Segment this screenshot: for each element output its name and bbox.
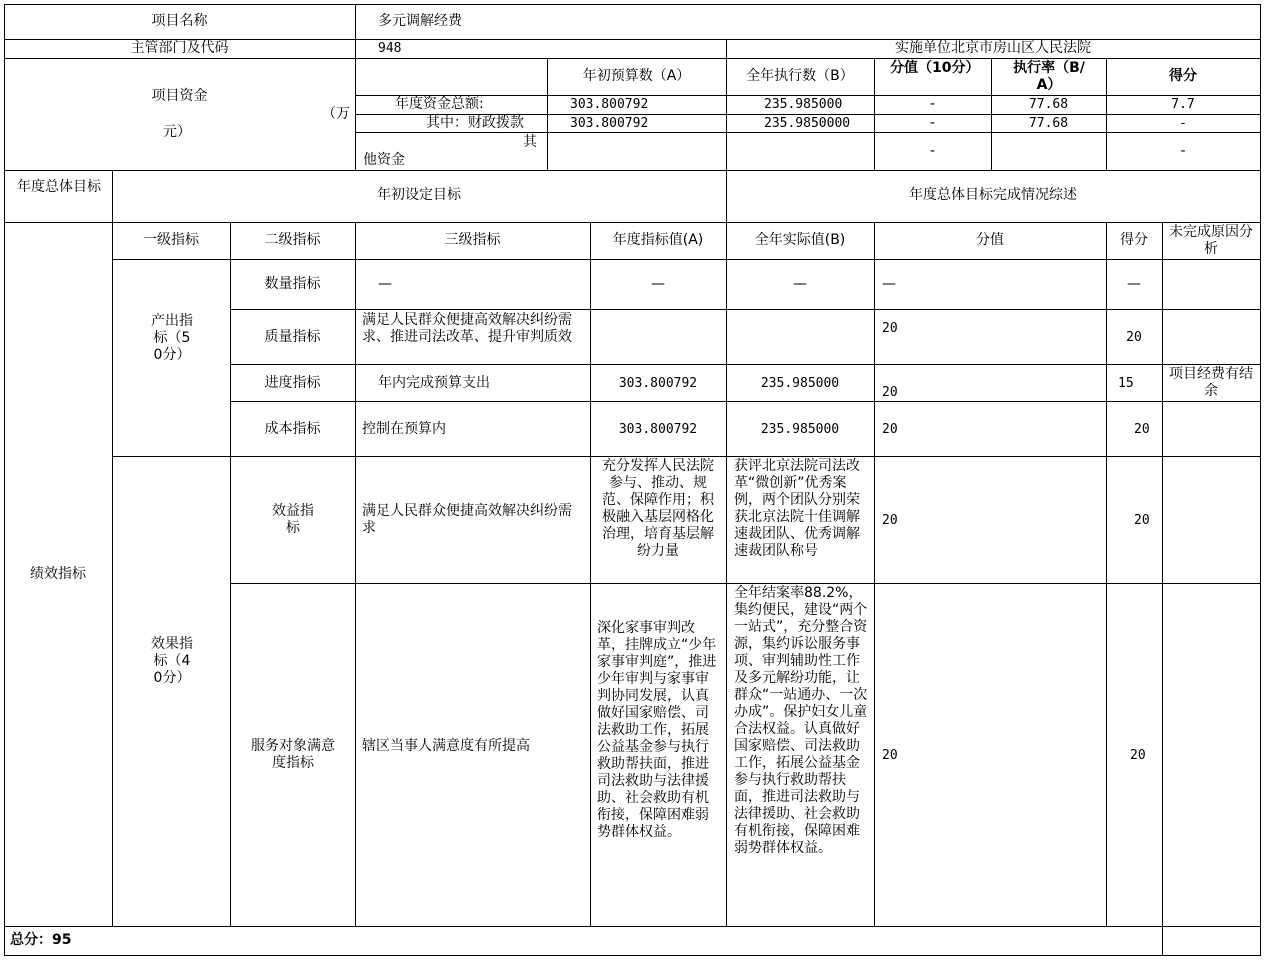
row-score: 20 bbox=[1134, 513, 1150, 528]
funds-unit-a: （万 bbox=[322, 106, 350, 122]
project-name-label: 项目名称 bbox=[151, 13, 208, 29]
fund-row-exec: 235.9850000 bbox=[764, 116, 851, 131]
row-score-value: 20 bbox=[882, 748, 898, 763]
fund-row-score-value: - bbox=[929, 115, 936, 131]
fund-row-score-value: - bbox=[929, 143, 936, 159]
row-target: 深化家事审判改革，挂牌成立“少年家事审判庭”，推进少年审判与家事审判协同发展，认真做好国家赔偿、司法救助工作，拓展公益基金参与执行救助帮扶面，推进司法救助与法律援助、社会救助有机衔接，保障困难弱势群体权益。 bbox=[597, 620, 717, 840]
goals-summary: 年度总体目标完成情况综述 bbox=[909, 187, 1077, 203]
row-target: 303.800792 bbox=[618, 376, 698, 391]
row-score: — bbox=[1127, 276, 1141, 292]
row-level3: 控制在预算内 bbox=[362, 421, 446, 437]
row-level2: 效益指标 bbox=[272, 503, 314, 536]
fund-row-label: 其中：财政拨款 bbox=[426, 115, 524, 131]
goals-label: 年度总体目标 bbox=[17, 179, 101, 195]
total-score: 总分：95 bbox=[10, 932, 72, 948]
row-score: 20 bbox=[1126, 330, 1142, 345]
row-level2: 质量指标 bbox=[264, 329, 321, 345]
fund-row-label: 年度资金总额: bbox=[395, 96, 484, 112]
hdr-score-value: 分值 bbox=[976, 232, 1004, 248]
row-level2: 进度指标 bbox=[264, 375, 321, 391]
row-score-value: 20 bbox=[882, 513, 898, 528]
row-level3: 辖区当事人满意度有所提高 bbox=[362, 738, 530, 754]
col-exec: 全年执行数（B） bbox=[746, 68, 854, 84]
fund-row-score: - bbox=[1180, 143, 1186, 159]
row-reason: 项目经费有结余 bbox=[1169, 366, 1253, 399]
row-actual: 全年结案率88.2%，集约便民，建设“两个一站式”，充分整合资源，集约诉讼服务事项、审判辅助性工作及多元解纷功能，让群众“一站通办、一次办成”。保护妇女儿童合法权益。认真做好国家赔偿、司法救助工作，拓展公益基金参与执行救助帮扶面，推进司法救助与法律援助、社会救助有机衔接，保障困难弱势群体权益。 bbox=[734, 585, 868, 856]
row-actual: 获评北京法院司法改革“微创新”优秀案例，两个团队分别荣获北京法院十佳调解速裁团队、优秀调解速裁团队称号 bbox=[734, 458, 860, 559]
output-group-label: 产出指标（50分） bbox=[151, 313, 193, 363]
row-score-value: 20 bbox=[882, 321, 898, 336]
row-actual: — bbox=[793, 276, 807, 292]
goals-initial: 年初设定目标 bbox=[377, 187, 461, 203]
row-level2: 成本指标 bbox=[264, 421, 321, 437]
fund-row-label-a: 其 bbox=[523, 134, 537, 150]
hdr-level2: 二级指标 bbox=[264, 232, 321, 248]
impl-unit: 实施单位北京市房山区人民法院 bbox=[895, 40, 1091, 56]
fund-row-budget: 303.800792 bbox=[570, 97, 649, 112]
row-level3: 满足人民群众便捷高效解决纠纷需求、推进司法改革、提升审判质效 bbox=[362, 312, 572, 345]
dept-label: 主管部门及代码 bbox=[130, 40, 229, 56]
fund-row-exec: 235.985000 bbox=[764, 97, 843, 112]
funds-unit-b: 元） bbox=[163, 124, 191, 140]
row-level2: 服务对象满意度指标 bbox=[251, 738, 335, 771]
row-score: 20 bbox=[1130, 748, 1146, 763]
row-score: 20 bbox=[1134, 422, 1150, 437]
hdr-level1: 一级指标 bbox=[143, 232, 199, 248]
row-target: 303.800792 bbox=[618, 422, 698, 437]
hdr-level3: 三级指标 bbox=[444, 232, 501, 248]
row-score: 15 bbox=[1118, 376, 1134, 391]
hdr-score: 得分 bbox=[1120, 232, 1148, 248]
row-actual: 235.985000 bbox=[760, 376, 840, 391]
fund-row-score: - bbox=[1179, 116, 1187, 131]
row-level2: 数量指标 bbox=[264, 276, 321, 292]
row-target: — bbox=[651, 276, 665, 292]
row-level3: 年内完成预算支出 bbox=[378, 375, 490, 391]
hdr-reason: 未完成原因分析 bbox=[1169, 224, 1253, 257]
project-name-value: 多元调解经费 bbox=[378, 13, 462, 29]
fund-row-budget: 303.800792 bbox=[570, 116, 649, 131]
fund-row-rate: 77.68 bbox=[1028, 116, 1069, 131]
effect-group-label: 效果指标（40分） bbox=[151, 636, 193, 686]
funds-label: 项目资金 bbox=[151, 88, 208, 104]
fund-row-score: 7.7 bbox=[1171, 97, 1195, 112]
col-score: 得分 bbox=[1169, 68, 1197, 84]
fund-row-label-b: 他资金 bbox=[363, 152, 405, 168]
fund-row-score-value: - bbox=[929, 96, 936, 112]
hdr-target: 年度指标值(A) bbox=[612, 232, 704, 248]
col-score-value: 分值（10分） bbox=[890, 60, 980, 76]
row-level3: — bbox=[378, 276, 392, 292]
row-actual: 235.985000 bbox=[760, 422, 840, 437]
dept-code: 948 bbox=[378, 41, 402, 56]
col-budget: 年初预算数（A） bbox=[582, 68, 691, 84]
indicators-section-label: 绩效指标 bbox=[30, 566, 86, 582]
row-score-value: — bbox=[882, 276, 896, 292]
hdr-actual: 全年实际值(B) bbox=[754, 232, 846, 248]
row-score-value: 20 bbox=[882, 422, 898, 437]
col-rate: 执行率（B/A） bbox=[1013, 60, 1085, 93]
row-level3: 满足人民群众便捷高效解决纠纷需求 bbox=[362, 503, 572, 536]
fund-row-rate: 77.68 bbox=[1028, 97, 1069, 112]
row-target: 充分发挥人民法院参与、推动、规范、保障作用；积极融入基层网格化治理，培育基层解纷力量 bbox=[602, 458, 714, 559]
row-score-value: 20 bbox=[882, 385, 898, 400]
